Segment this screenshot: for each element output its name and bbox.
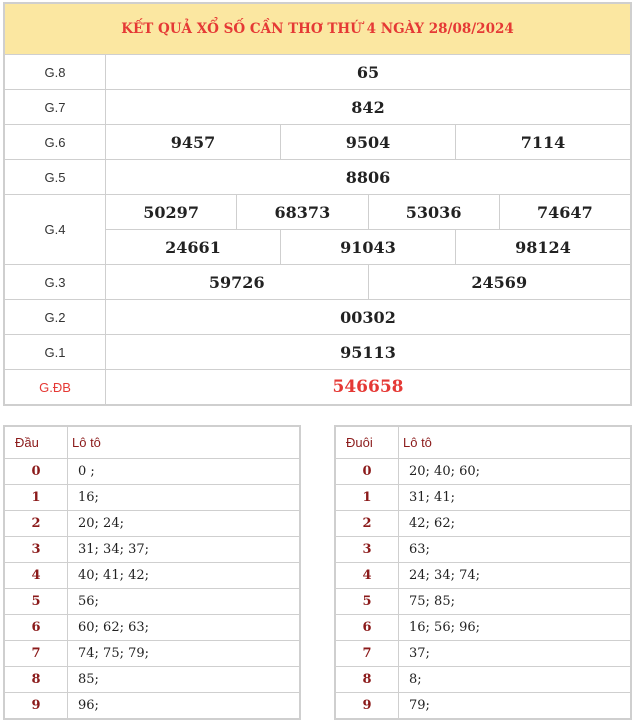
dau-row bbox=[5, 589, 299, 615]
prize-label: G.ĐB bbox=[5, 370, 106, 404]
dau-digit: 4 bbox=[31, 568, 41, 583]
prize-number: 59726 bbox=[208, 272, 265, 292]
prize-number: 24661 bbox=[165, 237, 221, 257]
prize-number: 95113 bbox=[340, 342, 396, 362]
dau-digit: 7 bbox=[31, 646, 41, 661]
dau-loto-values: 74; 75; 79; bbox=[67, 641, 299, 666]
prize-line bbox=[106, 55, 630, 89]
prize-line bbox=[106, 229, 630, 264]
duoi-row bbox=[336, 459, 630, 485]
prize-row bbox=[5, 160, 630, 195]
dau-digit: 0 bbox=[31, 464, 41, 479]
dau-row bbox=[5, 693, 299, 718]
prize-number: 8806 bbox=[345, 167, 391, 187]
dau-loto-values: 85; bbox=[67, 667, 299, 692]
dau-row bbox=[5, 537, 299, 563]
prize-label: G.1 bbox=[5, 335, 106, 369]
results-table bbox=[3, 2, 632, 406]
special-prize-number: 546658 bbox=[332, 377, 404, 397]
prize-label: G.4 bbox=[5, 195, 106, 264]
prize-line bbox=[106, 335, 630, 369]
prize-values bbox=[106, 265, 630, 299]
duoi-table bbox=[334, 425, 632, 720]
prize-label: G.8 bbox=[5, 55, 106, 89]
prize-label: G.6 bbox=[5, 125, 106, 159]
prize-line bbox=[106, 370, 630, 404]
dau-digit: 5 bbox=[31, 594, 41, 609]
duoi-digit: 7 bbox=[362, 646, 372, 661]
duoi-loto-values: 16; 56; 96; bbox=[398, 615, 630, 640]
duoi-loto-values: 20; 40; 60; bbox=[398, 459, 630, 484]
dau-loto-values: 60; 62; 63; bbox=[67, 615, 299, 640]
duoi-row bbox=[336, 667, 630, 693]
prize-number: 842 bbox=[351, 97, 385, 117]
duoi-digit: 6 bbox=[362, 620, 372, 635]
duoi-digit: 8 bbox=[362, 672, 372, 687]
prize-number: 7114 bbox=[455, 125, 630, 159]
duoi-row bbox=[336, 537, 630, 563]
dau-digit: 6 bbox=[31, 620, 41, 635]
prize-number: 9504 bbox=[280, 125, 455, 159]
dau-loto-values: 16; bbox=[67, 485, 299, 510]
prize-line bbox=[106, 265, 630, 299]
prize-number: 65 bbox=[356, 62, 380, 82]
prize-number: 50297 bbox=[143, 202, 199, 222]
dau-row bbox=[5, 485, 299, 511]
prize-values bbox=[106, 370, 630, 404]
prize-row bbox=[5, 195, 630, 265]
dau-row bbox=[5, 615, 299, 641]
duoi-digit: 0 bbox=[362, 464, 372, 479]
prize-number: 91043 bbox=[280, 230, 455, 264]
dau-row bbox=[5, 459, 299, 485]
duoi-loto-values: 42; 62; bbox=[398, 511, 630, 536]
duoi-row bbox=[336, 641, 630, 667]
duoi-digit: 4 bbox=[362, 568, 372, 583]
results-title: KẾT QUẢ XỔ SỐ CẦN THƠ THỨ 4 NGÀY 28/08/2024 bbox=[5, 4, 630, 55]
dau-digit: 8 bbox=[31, 672, 41, 687]
prize-line bbox=[106, 195, 630, 229]
duoi-table-header bbox=[336, 427, 630, 459]
dau-row bbox=[5, 667, 299, 693]
duoi-row bbox=[336, 563, 630, 589]
dau-loto-values: 56; bbox=[67, 589, 299, 614]
dau-table bbox=[3, 425, 301, 720]
prize-number: 53036 bbox=[368, 195, 499, 229]
prize-values bbox=[106, 90, 630, 124]
prize-row bbox=[5, 125, 630, 160]
prize-values bbox=[106, 195, 630, 264]
prize-values bbox=[106, 55, 630, 89]
dau-digit: 9 bbox=[31, 698, 41, 713]
duoi-digit: 2 bbox=[362, 516, 372, 531]
duoi-loto-values: 63; bbox=[398, 537, 630, 562]
duoi-loto-values: 75; 85; bbox=[398, 589, 630, 614]
prize-values bbox=[106, 300, 630, 334]
prize-label: G.2 bbox=[5, 300, 106, 334]
duoi-digit: 3 bbox=[362, 542, 372, 557]
duoi-digit: 5 bbox=[362, 594, 372, 609]
prize-line bbox=[106, 125, 630, 159]
duoi-row bbox=[336, 485, 630, 511]
duoi-digit: 1 bbox=[362, 490, 372, 505]
dau-table-header bbox=[5, 427, 299, 459]
prize-line bbox=[106, 300, 630, 334]
dau-digit: 3 bbox=[31, 542, 41, 557]
duoi-loto-values: 79; bbox=[398, 693, 630, 718]
duoi-row bbox=[336, 511, 630, 537]
duoi-loto-values: 8; bbox=[398, 667, 630, 692]
prize-values bbox=[106, 335, 630, 369]
duoi-loto-values: 24; 34; 74; bbox=[398, 563, 630, 588]
prize-row bbox=[5, 90, 630, 125]
duoi-row bbox=[336, 615, 630, 641]
prize-label: G.3 bbox=[5, 265, 106, 299]
dau-key-header: Đầu bbox=[15, 435, 39, 450]
dau-rows bbox=[5, 459, 299, 718]
prize-number: 9457 bbox=[170, 132, 216, 152]
dau-loto-values: 31; 34; 37; bbox=[67, 537, 299, 562]
duoi-key-header: Đuôi bbox=[346, 435, 373, 450]
prize-number: 68373 bbox=[236, 195, 367, 229]
dau-digit: 1 bbox=[31, 490, 41, 505]
duoi-loto-values: 37; bbox=[398, 641, 630, 666]
prize-number: 00302 bbox=[340, 307, 396, 327]
prize-row bbox=[5, 55, 630, 90]
duoi-loto-values: 31; 41; bbox=[398, 485, 630, 510]
duoi-row bbox=[336, 589, 630, 615]
prize-number: 74647 bbox=[499, 195, 630, 229]
duoi-digit: 9 bbox=[362, 698, 372, 713]
prize-rows bbox=[5, 55, 630, 404]
duoi-value-header: Lô tô bbox=[398, 427, 630, 458]
prize-values bbox=[106, 160, 630, 194]
prize-label: G.7 bbox=[5, 90, 106, 124]
dau-loto-values: 96; bbox=[67, 693, 299, 718]
dau-loto-values: 0 ; bbox=[67, 459, 299, 484]
prize-line bbox=[106, 160, 630, 194]
duoi-row bbox=[336, 693, 630, 718]
prize-line bbox=[106, 90, 630, 124]
prize-row bbox=[5, 265, 630, 300]
dau-loto-values: 40; 41; 42; bbox=[67, 563, 299, 588]
prize-number: 98124 bbox=[455, 230, 630, 264]
dau-digit: 2 bbox=[31, 516, 41, 531]
prize-label: G.5 bbox=[5, 160, 106, 194]
dau-value-header: Lô tô bbox=[67, 427, 299, 458]
prize-number: 24569 bbox=[368, 265, 631, 299]
prize-values bbox=[106, 125, 630, 159]
prize-row bbox=[5, 335, 630, 370]
dau-row bbox=[5, 511, 299, 537]
dau-loto-values: 20; 24; bbox=[67, 511, 299, 536]
dau-row bbox=[5, 563, 299, 589]
prize-row bbox=[5, 300, 630, 335]
duoi-rows bbox=[336, 459, 630, 718]
dau-row bbox=[5, 641, 299, 667]
prize-row bbox=[5, 370, 630, 404]
